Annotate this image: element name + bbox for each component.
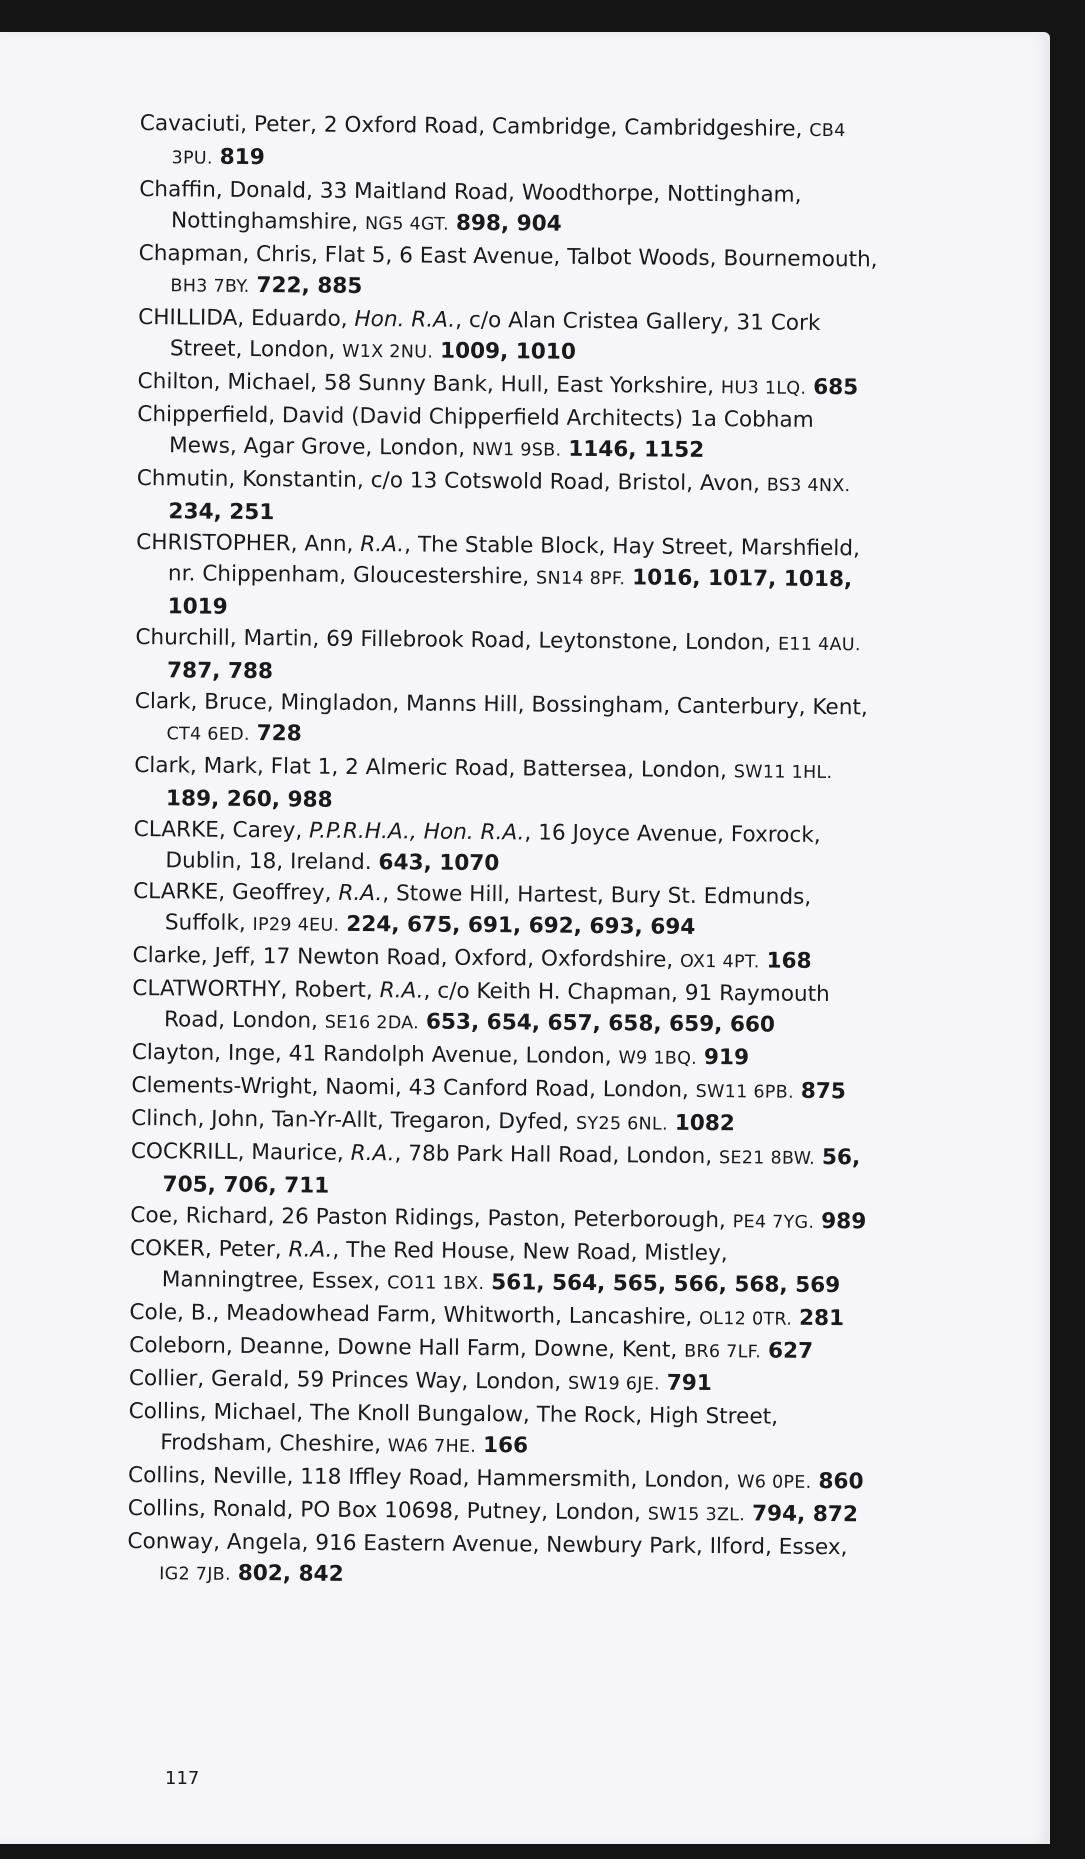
entry-catalogue-numbers: 1146, 1152 — [568, 436, 705, 463]
entry-postcode: OX1 4PT. — [679, 951, 760, 973]
address-index-list — [127, 108, 880, 1596]
entry-postcode: SE21 8BW. — [718, 1148, 816, 1169]
entry-postcode: IG2 7JB. — [159, 1564, 231, 1585]
entry-postcode: CT4 6ED. — [166, 724, 250, 745]
entry-name-address: Clements-Wright, Naomi, 43 Canford Road, London, — [131, 1072, 696, 1103]
entry-catalogue-numbers: 989 — [821, 1208, 867, 1235]
entry-distinction: P.P.R.H.A., Hon. R.A. — [309, 818, 525, 846]
entry-catalogue-numbers: 281 — [798, 1305, 845, 1332]
entry-catalogue-numbers: 791 — [666, 1370, 712, 1397]
entry-catalogue-numbers: 168 — [766, 948, 812, 974]
index-entry — [127, 1526, 868, 1596]
index-entry — [134, 750, 875, 820]
entry-name-address: Chipperfield, David (David Chipperfield Architects) 1a Cobham Mews, Agar Grove, London, — [137, 401, 814, 461]
entry-catalogue-numbers: 234, 251 — [168, 499, 275, 526]
entry-address: , 78b Park Hall Road, London, — [394, 1141, 720, 1170]
entry-name-address: Collier, Gerald, 59 Princes Way, London, — [128, 1365, 569, 1395]
entry-address: , Stowe Hill, Hartest, Bury St. Edmunds, Suffolk, — [164, 881, 812, 937]
entry-name-address: Coe, Richard, 26 Paston Ridings, Paston, Peterborough, — [130, 1202, 733, 1234]
entry-distinction: R.A. — [379, 978, 424, 1004]
entry-catalogue-numbers: 189, 260, 988 — [165, 786, 333, 813]
entry-name-address: COKER, Peter, — [129, 1235, 289, 1263]
page-number: 117 — [165, 1768, 200, 1789]
entry-name-address: Churchill, Martin, 69 Fillebrook Road, Leytonstone, London, — [135, 624, 779, 656]
entry-postcode: NW1 9SB. — [471, 439, 562, 461]
entry-catalogue-numbers: 802, 842 — [237, 1560, 344, 1587]
entry-distinction: R.A. — [360, 531, 405, 558]
entry-distinction: R.A. — [350, 1140, 395, 1167]
entry-catalogue-numbers: 1082 — [674, 1110, 736, 1137]
entry-name-address: Chaffin, Donald, 33 Maitland Road, Woodthorpe, Nottingham, Nottinghamshire, — [139, 176, 802, 235]
entry-postcode: OL12 0TR. — [699, 1308, 793, 1330]
entry-postcode: CO11 1BX. — [387, 1273, 485, 1295]
index-entry — [128, 1396, 869, 1466]
entry-postcode: SW15 3ZL. — [647, 1504, 746, 1526]
entry-catalogue-numbers: 919 — [703, 1044, 750, 1071]
entry-catalogue-numbers: 627 — [767, 1338, 814, 1364]
entry-name-address: Collins, Neville, 118 Iffley Road, Hammersmith, London, — [127, 1462, 738, 1494]
entry-distinction: Hon. R.A. — [354, 306, 456, 333]
index-entry — [138, 302, 879, 372]
entry-catalogue-numbers: 728 — [256, 721, 302, 747]
entry-address: , 16 Joyce Avenue, Foxrock, Dublin, 18, Ireland. — [165, 820, 821, 876]
entry-postcode: CB4 3PU. — [171, 120, 846, 169]
entry-name-address: COCKRILL, Maurice, — [130, 1138, 351, 1166]
entry-postcode: WA6 7HE. — [387, 1436, 477, 1457]
entry-name-address: Clark, Mark, Flat 1, 2 Almeric Road, Battersea, London, — [134, 752, 734, 784]
entry-catalogue-numbers: 166 — [482, 1433, 529, 1459]
entry-catalogue-numbers: 1016, 1017, 1018, 1019 — [167, 565, 853, 620]
entry-address: , c/o Keith H. Chapman, 91 Raymouth Road, London, — [163, 978, 830, 1034]
entry-name-address: Clinch, John, Tan-Yr-Allt, Tregaron, Dyfed, — [131, 1105, 577, 1135]
entry-name-address: Clarke, Jeff, 17 Newton Road, Oxford, Oxfordshire, — [132, 942, 681, 973]
entry-name-address: Conway, Angela, 916 Eastern Avenue, Newbury Park, Ilford, Essex, — [127, 1528, 848, 1561]
entry-postcode: NG5 4GT. — [364, 213, 450, 235]
entry-catalogue-numbers: 819 — [219, 144, 265, 171]
entry-address: , c/o Alan Cristea Gallery, 31 Cork Street, London, — [169, 307, 821, 363]
index-entry — [135, 622, 876, 692]
entry-catalogue-numbers: 1009, 1010 — [439, 338, 577, 365]
entry-postcode: SE16 2DA. — [324, 1012, 420, 1034]
entry-catalogue-numbers: 224, 675, 691, 692, 693, 694 — [346, 911, 696, 940]
entry-name-address: Chilton, Michael, 58 Sunny Bank, Hull, East Yorkshire, — [137, 368, 722, 400]
entry-name-address: Cole, B., Meadowhead Farm, Whitworth, Lancashire, — [129, 1299, 700, 1330]
index-entry — [133, 814, 874, 882]
entry-name-address: CLARKE, Geoffrey, — [133, 878, 339, 906]
entry-name-address: Chapman, Chris, Flat 5, 6 East Avenue, Talbot Woods, Bournemouth, — [138, 240, 878, 273]
entry-postcode: E11 4AU. — [777, 634, 861, 656]
entry-catalogue-numbers: 685 — [813, 374, 859, 401]
index-entry — [133, 876, 874, 946]
entry-postcode: SW11 1HL. — [733, 762, 833, 784]
entry-postcode: BS3 4NX. — [766, 475, 851, 497]
entry-catalogue-numbers: 860 — [818, 1468, 864, 1495]
entry-name-address: Collins, Michael, The Knoll Bungalow, The Rock, High Street, Frodsham, Cheshire, — [128, 1398, 779, 1458]
index-entry — [134, 686, 875, 756]
entry-catalogue-numbers: 653, 654, 657, 658, 659, 660 — [425, 1009, 776, 1038]
entry-catalogue-numbers: 787, 788 — [166, 658, 274, 685]
entry-catalogue-numbers: 722, 885 — [256, 273, 363, 299]
entry-name-address: CLATWORTHY, Robert, — [132, 975, 380, 1004]
index-entry — [130, 1136, 871, 1206]
entry-postcode: SW11 6PB. — [695, 1081, 794, 1103]
entry-catalogue-numbers: 794, 872 — [751, 1501, 859, 1528]
entry-distinction: R.A. — [288, 1237, 333, 1263]
entry-catalogue-numbers: 875 — [800, 1078, 846, 1105]
entry-postcode: SY25 6NL. — [575, 1113, 668, 1135]
index-entry — [138, 238, 879, 308]
entry-address: , The Red House, New Road, Mistley, Manningtree, Essex, — [161, 1237, 728, 1295]
index-entry — [139, 174, 880, 244]
entry-postcode: IP29 4EU. — [252, 915, 340, 936]
entry-postcode: SW19 6JE. — [567, 1373, 660, 1395]
entry-postcode: BH3 7BY. — [170, 276, 250, 297]
entry-postcode: SN14 8PF. — [535, 568, 626, 590]
index-entry — [136, 527, 877, 628]
index-entry — [132, 973, 873, 1043]
index-entry — [130, 1233, 871, 1303]
entry-name-address: CLARKE, Carey, — [133, 816, 310, 844]
entry-postcode: W9 1BQ. — [618, 1048, 698, 1069]
entry-name-address: Chmutin, Konstantin, c/o 13 Cotswold Road, Bristol, Avon, — [136, 465, 767, 497]
entry-address: , The Stable Block, Hay Street, Marshfield, nr. Chippenham, Gloucestershire, — [167, 532, 861, 590]
entry-catalogue-numbers: 561, 564, 565, 566, 568, 569 — [491, 1270, 841, 1299]
index-entry — [137, 399, 878, 469]
entry-postcode: W6 0PE. — [737, 1472, 812, 1493]
entry-postcode: W1X 2NU. — [342, 341, 434, 363]
entry-distinction: R.A. — [338, 880, 383, 907]
entry-catalogue-numbers: 898, 904 — [455, 210, 562, 237]
entry-name-address: CHILLIDA, Eduardo, — [138, 304, 355, 332]
entry-name-address: CHRISTOPHER, Ann, — [136, 529, 361, 557]
entry-postcode: HU3 1LQ. — [720, 378, 807, 399]
entry-postcode: BR6 7LF. — [684, 1341, 762, 1363]
book-page — [0, 32, 1050, 1844]
entry-name-address: Coleborn, Deanne, Downe Hall Farm, Downe, Kent, — [129, 1332, 685, 1363]
entry-catalogue-numbers: 643, 1070 — [378, 850, 500, 877]
entry-name-address: Collins, Ronald, PO Box 10698, Putney, London, — [127, 1495, 648, 1526]
index-entry — [139, 108, 880, 180]
entry-name-address: Clark, Bruce, Mingladon, Manns Hill, Bossingham, Canterbury, Kent, — [134, 688, 868, 721]
entry-catalogue-numbers: 56, 705, 706, 711 — [162, 1144, 861, 1199]
entry-name-address: Cavaciuti, Peter, 2 Oxford Road, Cambridge, Cambridgeshire, — [139, 110, 810, 142]
entry-name-address: Clayton, Inge, 41 Randolph Avenue, London, — [131, 1039, 619, 1070]
index-entry — [136, 463, 877, 533]
entry-postcode: PE4 7YG. — [732, 1212, 815, 1233]
